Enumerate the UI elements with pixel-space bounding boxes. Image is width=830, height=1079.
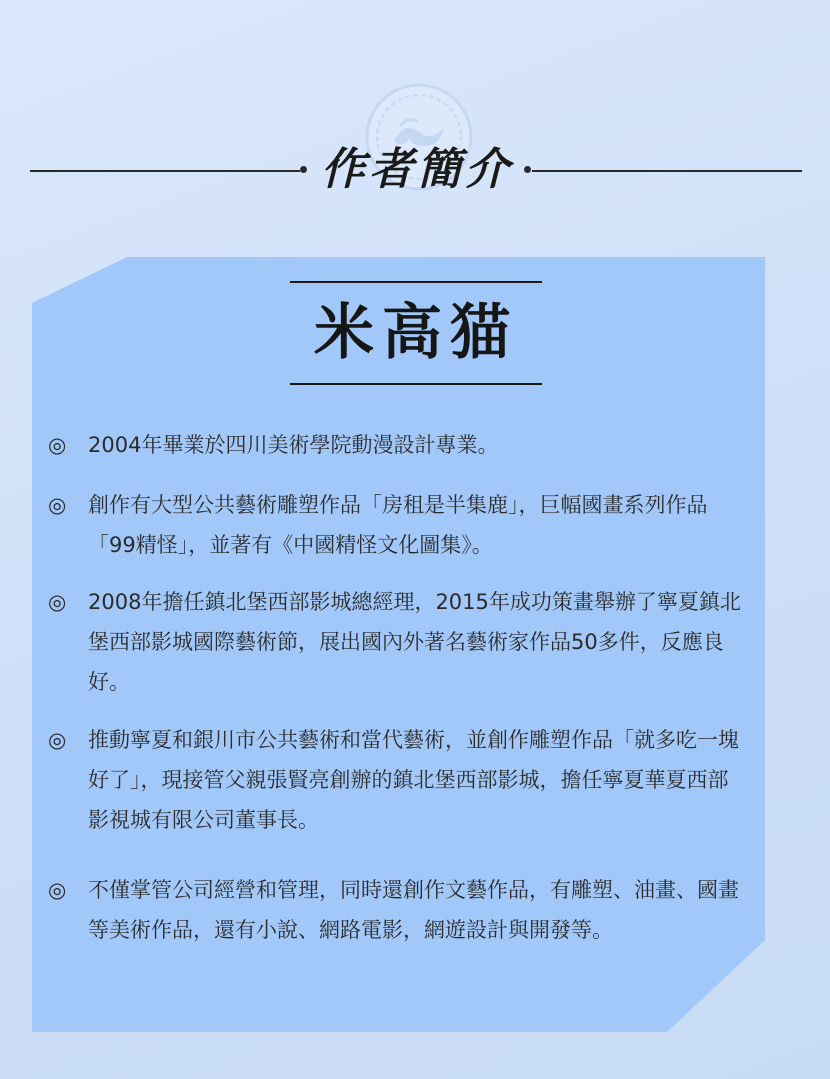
list-item-text: 推動寧夏和銀川市公共藝術和當代藝術，並創作雕塑作品「就多吃一塊好了」，現接管父親張賢亮創辦的鎮北堡西部影城，擔任寧夏華夏西部影視城有限公司董事長。 [88, 728, 739, 832]
biography-list [48, 425, 748, 950]
header-rule-right [532, 170, 802, 172]
list-item-text: 2004年畢業於四川美術學院動漫設計專業。 [88, 433, 499, 457]
header-rule-left [30, 170, 300, 172]
author-name: 米高猫 [314, 298, 518, 368]
section-header [0, 0, 830, 240]
list-item [48, 485, 748, 565]
header-dot-left [300, 166, 307, 173]
bullet-icon: ◎ [48, 878, 67, 902]
author-name-box [290, 281, 542, 385]
list-item-text: 不僅掌管公司經營和管理，同時還創作文藝作品，有雕塑、油畫、國畫等美術作品，還有小說、網路電影，網遊設計與開發等。 [88, 878, 739, 942]
bullet-icon: ◎ [48, 728, 67, 752]
section-title: 作者簡介 [321, 144, 513, 195]
list-item-text: 創作有大型公共藝術雕塑作品「房租是半集鹿」，巨幅國畫系列作品「99精怪」，並著有《中國精怪文化圖集》。 [88, 493, 708, 557]
list-item-text: 2008年擔任鎮北堡西部影城總經理，2015年成功策畫舉辦了寧夏鎮北堡西部影城國際藝術節，展出國內外著名藝術家作品50多件，反應良好。 [88, 590, 741, 694]
bullet-icon: ◎ [48, 590, 67, 614]
list-item [48, 425, 748, 465]
header-dot-right [524, 166, 531, 173]
list-item [48, 582, 748, 702]
list-item [48, 720, 748, 840]
list-item [48, 870, 748, 950]
bullet-icon: ◎ [48, 433, 67, 457]
bullet-icon: ◎ [48, 493, 67, 517]
